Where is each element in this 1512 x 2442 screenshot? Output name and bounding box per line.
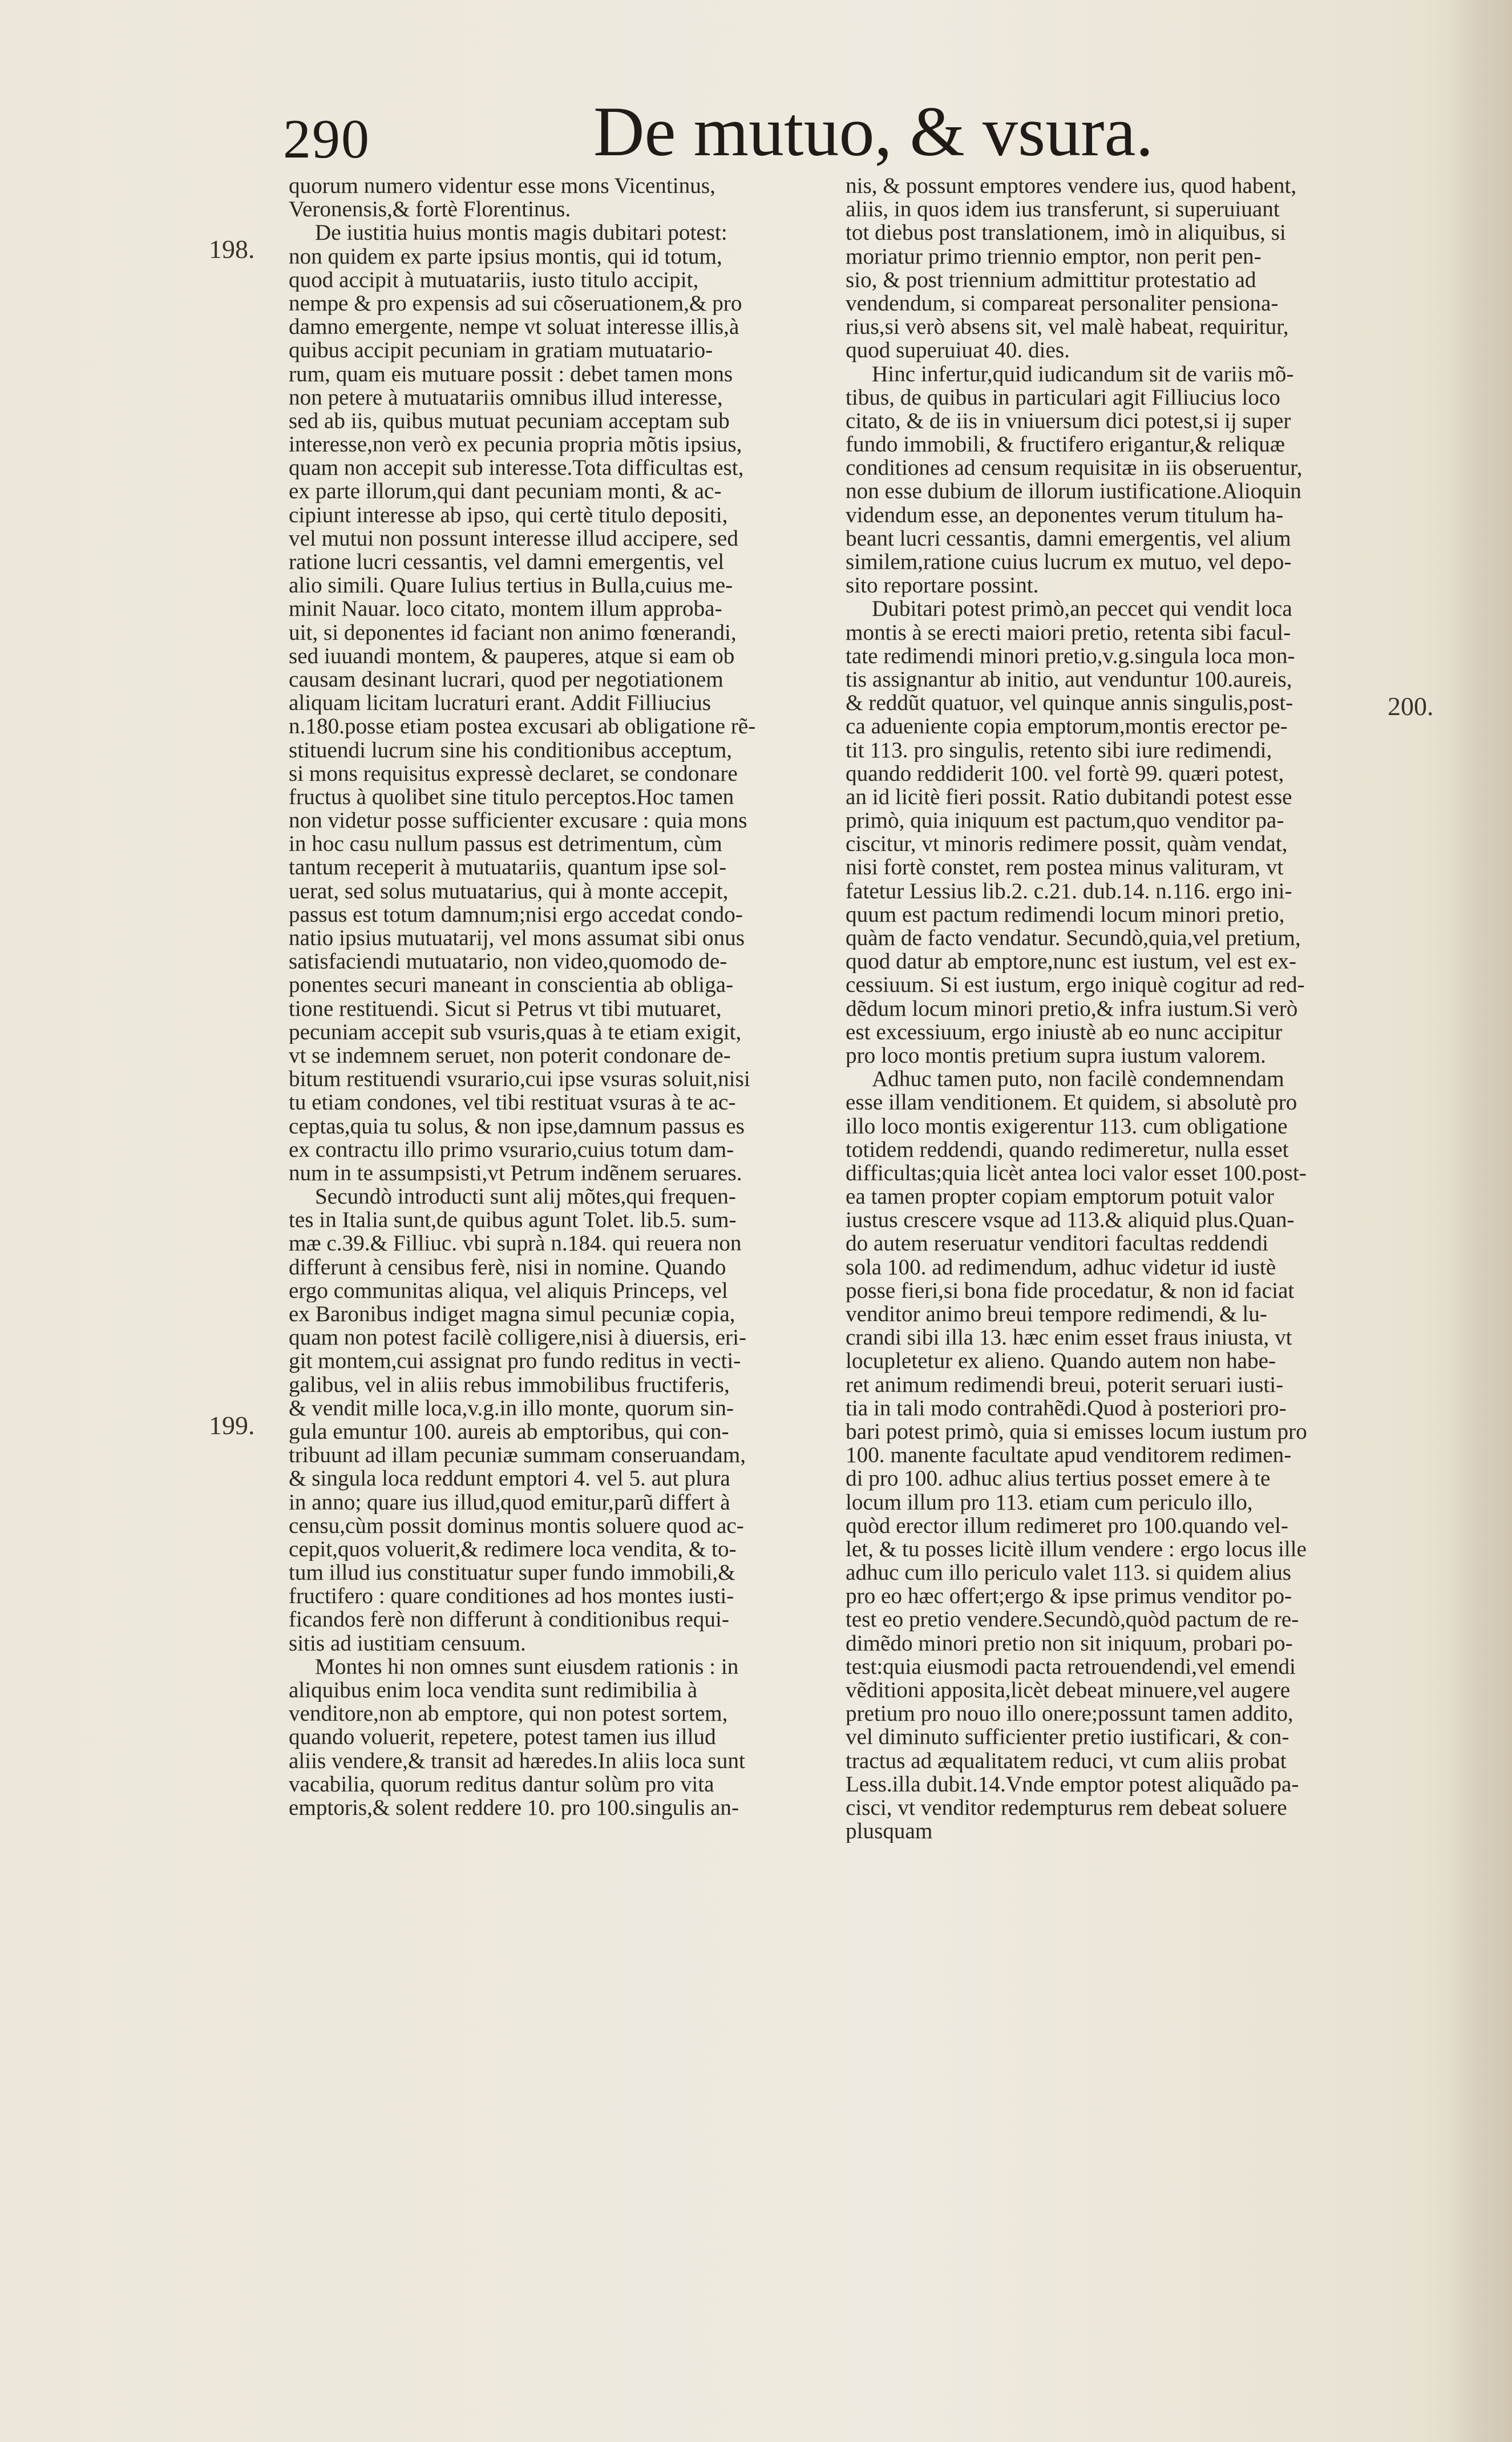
text-line: ex parte illorum,qui dant pecuniam monti, & ac- — [289, 479, 722, 503]
text-line: quibus accipit pecuniam in gratiam mutuatario- — [289, 338, 713, 362]
text-line: primò, quia iniquum est pactum,quo venditor pa- — [846, 809, 1284, 833]
text-line: cisci, vt venditor redempturus rem debeat soluere — [846, 1795, 1287, 1820]
text-line: censu,cùm possit dominus montis soluere quod ac- — [289, 1513, 744, 1537]
text-line: tu etiam condones, vel tibi restituat vsuras à te ac- — [289, 1091, 736, 1115]
text-line: quod datur ab emptore,nunc est iustum, vel est ex- — [846, 950, 1297, 974]
text-line: quorum numero videntur esse mons Vicentinus, — [289, 174, 715, 198]
text-line: test:quia eiusmodi pacta retrouendendi,vel emendi — [846, 1654, 1296, 1678]
text-line: fatetur Lessius lib.2. c.21. dub.14. n.116. ergo ini- — [846, 879, 1292, 903]
text-line: bitum restituendi vsurario,cui ipse vsuras soluit,nisi — [289, 1067, 750, 1091]
text-line: pro loco montis pretium supra iustum valorem. — [846, 1043, 1266, 1068]
text-line: illo loco montis exigerentur 113. cum obligatione — [846, 1114, 1288, 1138]
running-title: De mutuo, & vsura. — [593, 92, 1154, 171]
text-line: Veronensis,& fortè Florentinus. — [289, 197, 571, 221]
text-line: fundo immobili, & fructifero erigantur,& reliquæ — [846, 433, 1285, 457]
text-line: tit 113. pro singulis, retento sibi iure redimendi, — [846, 738, 1272, 762]
text-line: locupletetur ex alieno. Quando autem non habe- — [846, 1349, 1276, 1373]
text-line: ca adueniente copia emptorum,montis erector pe- — [846, 715, 1288, 738]
text-line: totidem reddendi, quando redimeretur, nulla esset — [846, 1137, 1289, 1161]
margin-number-198: 198. — [209, 235, 255, 264]
text-line: citato, & de iis in vniuersum dici potest,si ij super — [846, 409, 1291, 433]
text-line: Less.illa dubit.14.Vnde emptor potest aliquãdo pa- — [846, 1772, 1299, 1796]
text-line: vẽditioni apposita,licèt debeat minuere,vel augere — [846, 1678, 1291, 1702]
text-line: satisfaciendi mutuatario, non video,quomodo de- — [289, 950, 727, 974]
page-number: 290 — [283, 108, 370, 170]
text-line: De iustitia huius montis magis dubitari potest: — [315, 221, 727, 245]
text-line: uerat, sed solus mutuatarius, qui à monte accepit, — [289, 879, 729, 903]
text-line: tes in Italia sunt,de quibus agunt Tolet. lib.5. sum- — [289, 1208, 737, 1232]
text-line: tibus, de quibus in particulari agit Filliucius loco — [846, 385, 1280, 409]
text-line: quando reddiderit 100. vel fortè 99. quæri potest, — [846, 761, 1284, 785]
margin-number-200: 200. — [1388, 692, 1434, 721]
text-line: tot diebus post translationem, imò in aliquibus, si — [846, 221, 1286, 245]
text-line: quod accipit à mutuatariis, iusto titulo accipit, — [289, 268, 699, 292]
text-line: montis à se erecti maiori pretio, retenta sibi facul- — [846, 620, 1291, 644]
text-line: & vendit mille loca,v.g.in illo monte, quorum sin- — [289, 1396, 734, 1420]
text-line: gula emuntur 100. aureis ab emptoribus, qui con- — [289, 1419, 729, 1444]
text-line: mæ c.39.& Filliuc. vbi suprà n.184. qui reuera non — [289, 1232, 742, 1256]
text-line: ponentes securi maneant in conscientia ab obliga- — [289, 973, 734, 997]
text-line: sito reportare possint. — [846, 574, 1039, 598]
text-line: vel diminuto sufficienter pretio iustificari, & con- — [846, 1725, 1289, 1749]
text-line: vendendum, si compareat personaliter pensiona- — [846, 291, 1279, 316]
text-line: nisi fortè constet, rem postea minus valituram, vt — [846, 855, 1284, 879]
text-line: ceptas,quia tu solus, & non ipse,damnum passus es — [289, 1114, 745, 1138]
text-line: moriatur primo triennio emptor, non perit pen- — [846, 244, 1262, 268]
text-line: ergo communitas aliqua, vel aliquis Princeps, vel — [289, 1278, 728, 1302]
text-line: ea tamen propter copiam emptorum potuit valor — [846, 1185, 1274, 1209]
text-line: Dubitari potest primò,an peccet qui vendit loca — [872, 597, 1292, 621]
text-line: ex contractu illo primo vsurario,cuius totum dam- — [289, 1137, 734, 1161]
text-line: cipiunt interesse ab ipso, qui certè titulo depositi, — [289, 503, 728, 527]
text-line: fructus à quolibet sine titulo perceptos.Hoc tamen — [289, 785, 734, 809]
text-line: esse illam venditionem. Et quidem, si absolutè pro — [846, 1091, 1297, 1115]
text-line: non esse dubium de illorum iustificatione.Alioquin — [846, 479, 1301, 503]
text-line: passus est totum damnum;nisi ergo accedat condo- — [289, 902, 743, 926]
text-line: emptoris,& solent reddere 10. pro 100.singulis an- — [289, 1795, 739, 1820]
text-line: aliquibus enim loca vendita sunt redimibilia à — [289, 1678, 698, 1702]
text-line: Montes hi non omnes sunt eiusdem rationis : in — [315, 1654, 739, 1678]
text-line: & reddũt quatuor, vel quinque annis singulis,post- — [846, 691, 1293, 715]
text-line: difficultas;quia licèt antea loci valor esset 100.post- — [846, 1161, 1307, 1185]
text-line: alio simili. Quare Iulius tertius in Bulla,cuius me- — [289, 574, 733, 598]
text-line: bari potest primò, quia si emisses locum iustum pro — [846, 1419, 1307, 1444]
text-line: ciscitur, vt minoris redimere possit, quàm vendat, — [846, 832, 1288, 856]
text-line: pretium pro nouo illo onere;possunt tamen addito, — [846, 1702, 1293, 1726]
text-line: natio ipsius mutuatarij, vel mons assumat sibi onus — [289, 926, 745, 950]
text-line: dẽdum locum minori pretio,& infra iustum.Si verò — [846, 996, 1298, 1020]
text-line: ficandos ferè non differunt à conditionibus requi- — [289, 1608, 729, 1632]
text-line: vacabilia, quorum reditus dantur solùm pro vita — [289, 1772, 714, 1796]
text-line: pecuniam accepit sub vsuris,quas à te etiam exigit, — [289, 1020, 742, 1044]
text-line: plusquam — [846, 1819, 933, 1843]
text-line: aliquam licitam lucraturi erant. Addit Filliucius — [289, 691, 711, 715]
text-line: sio, & post triennium admittitur protestatio ad — [846, 268, 1256, 292]
text-line: & singula loca reddunt emptori 4. vel 5. aut plura — [289, 1467, 730, 1491]
text-line: quòd erector illum redimeret pro 100.quando vel- — [846, 1513, 1288, 1537]
text-line: Hinc infertur,quid iudicandum sit de variis mõ- — [872, 362, 1294, 386]
text-line: fructifero : quare conditiones ad hos montes iusti- — [289, 1584, 734, 1608]
text-line: ratione lucri cessantis, vel damni emergentis, vel — [289, 550, 725, 574]
text-line: ex Baronibus indiget magna simul pecuniæ copia, — [289, 1302, 735, 1326]
text-line: aliis vendere,& transit ad hæredes.In aliis loca sunt — [289, 1749, 745, 1773]
text-line: quam non accepit sub interesse.Tota difficultas est, — [289, 456, 744, 480]
text-line: similem,ratione cuius lucrum ex mutuo, vel depo- — [846, 550, 1292, 574]
text-line: beant lucri cessantis, damni emergentis, vel alium — [846, 526, 1291, 550]
text-line: di pro 100. adhuc alius tertius posset emere à te — [846, 1467, 1271, 1491]
text-line: cessiuum. Si est iustum, ergo iniquè cogitur ad red- — [846, 973, 1305, 997]
text-line: an id licitè fieri possit. Ratio dubitandi potest esse — [846, 785, 1292, 809]
text-line: damno emergente, nempe vt soluat interesse illis,à — [289, 315, 739, 339]
text-line: iustus crescere vsque ad 113.& aliquid plus.Quan- — [846, 1208, 1295, 1232]
text-line: conditiones ad censum requisitæ in iis obseruentur, — [846, 456, 1303, 480]
text-line: interesse,non verò ex pecunia propria mõtis ipsius, — [289, 433, 742, 457]
text-line: videndum esse, an deponentes verum titulum ha- — [846, 503, 1284, 527]
text-line: rius,si verò absens sit, vel malè habeat, requiritur, — [846, 315, 1289, 339]
text-line: tractus ad æqualitatem reduci, vt cum aliis probat — [846, 1749, 1287, 1773]
text-line: sed ab iis, quibus mutuat pecuniam acceptam sub — [289, 409, 730, 433]
text-line: non quidem ex parte ipsius montis, qui id totum, — [289, 244, 722, 268]
text-line: stituendi lucrum sine his conditionibus acceptum, — [289, 738, 733, 762]
text-line: Secundò introducti sunt alij mõtes,qui frequen- — [315, 1185, 736, 1209]
text-line: n.180.posse etiam postea excusari ab obligatione rẽ- — [289, 715, 756, 738]
margin-number-199: 199. — [209, 1411, 255, 1440]
text-line: rum, quam eis mutuare possit : debet tamen mons — [289, 362, 733, 386]
left-text-column — [289, 174, 811, 1819]
text-line: num in te assumpsisti,vt Petrum indẽnem seruares. — [289, 1161, 742, 1185]
text-line: est excessiuum, ergo iniustè ab eo nunc accipitur — [846, 1020, 1283, 1044]
text-line: venditore,non ab emptore, qui non potest sortem, — [289, 1702, 728, 1726]
text-line: posse fieri,si bona fide procedatur, & non id faciat — [846, 1278, 1295, 1302]
text-line: test eo pretio vendere.Secundò,quòd pactum de re- — [846, 1608, 1299, 1632]
text-line: vt se indemnem seruet, non poterit condonare de- — [289, 1043, 731, 1068]
text-line: quum est pactum redimendi locum minori pretio, — [846, 902, 1285, 926]
text-line: tis assignantur ab initio, aut venduntur 100.aureis, — [846, 667, 1292, 692]
text-line: git montem,cui assignat pro fundo reditus in vecti- — [289, 1349, 741, 1373]
text-line: aliis, in quos idem ius transferunt, si superuiuant — [846, 197, 1280, 221]
text-line: tantum receperit à mutuatariis, quantum ipse sol- — [289, 855, 727, 879]
text-line: do autem reseruatur venditori facultas reddendi — [846, 1232, 1269, 1256]
text-line: tate redimendi minori pretio,v.g.singula loca mon- — [846, 644, 1295, 668]
text-line: quod superuiuat 40. dies. — [846, 338, 1070, 362]
text-line: sitis ad iustitiam censuum. — [289, 1631, 526, 1655]
text-line: sed iuuandi montem, & pauperes, atque si eam ob — [289, 644, 735, 668]
text-line: pro eo hæc offert;ergo & ipse primus venditor po- — [846, 1584, 1292, 1608]
text-line: ret animum redimendi breui, poterit seruari iusti- — [846, 1373, 1284, 1396]
text-line: galibus, vel in aliis rebus immobilibus fructiferis, — [289, 1373, 730, 1396]
text-line: tum illud ius constituatur super fundo immobili,& — [289, 1561, 735, 1585]
text-line: non videtur posse sufficienter excusare : quia mons — [289, 809, 747, 833]
text-line: 100. manente facultate apud venditorem redimen- — [846, 1443, 1292, 1467]
text-line: tribuunt ad illam pecuniæ summam conseruandam, — [289, 1443, 746, 1467]
page-edge-shadow — [1449, 0, 1512, 2442]
text-line: differunt à censibus ferè, nisi in nomine. Quando — [289, 1255, 726, 1279]
text-line: minit Nauar. loco citato, montem illum approba- — [289, 597, 722, 621]
text-line: nis, & possunt emptores vendere ius, quod habent, — [846, 174, 1297, 198]
text-line: crandi sibi illa 13. hæc enim esset fraus iniusta, vt — [846, 1326, 1292, 1350]
text-line: quam non potest facilè colligere,nisi à diuersis, eri- — [289, 1326, 747, 1350]
text-line: causam desinant lucrari, quod per negotiationem — [289, 667, 723, 692]
right-text-column — [846, 174, 1368, 1843]
text-line: vel mutui non possunt interesse illud accipere, sed — [289, 526, 738, 550]
text-line: venditor animo breui tempore redimendi, & lu- — [846, 1302, 1267, 1326]
text-line: Adhuc tamen puto, non facilè condemnendam — [872, 1067, 1284, 1091]
text-line: locum illum pro 113. etiam cum periculo illo, — [846, 1490, 1253, 1514]
text-line: tione restituendi. Sicut si Petrus vt tibi mutuaret, — [289, 996, 722, 1020]
text-line: dimẽdo minori pretio non sit iniquum, probari po- — [846, 1631, 1293, 1655]
text-line: si mons requisitus expressè declaret, se condonare — [289, 761, 738, 785]
text-line: non petere à mutuatariis omnibus illud interesse, — [289, 385, 723, 409]
text-line: cepit,quos voluerit,& redimere loca vendita, & to- — [289, 1537, 737, 1561]
text-line: quando voluerit, repetere, potest tamen ius illud — [289, 1725, 716, 1749]
text-line: let, & tu posses licitè illum vendere : ergo locus ille — [846, 1537, 1307, 1561]
text-line: in hoc casu nullum passus est detrimentum, cùm — [289, 832, 722, 856]
text-line: sola 100. ad redimendum, adhuc videtur id iustè — [846, 1255, 1276, 1279]
text-line: tia in tali modo contrahẽdi.Quod à posteriori pro- — [846, 1396, 1287, 1420]
text-line: nempe & pro expensis ad sui cõseruationem,& pro — [289, 291, 742, 316]
text-line: adhuc cum illo periculo valet 113. si quidem alius — [846, 1561, 1292, 1585]
text-line: uit, si deponentes id faciant non animo fœnerandi, — [289, 620, 737, 644]
text-line: quàm de facto vendatur. Secundò,quia,vel pretium, — [846, 926, 1301, 950]
text-line: in anno; quare ius illud,quod emitur,parũ differt à — [289, 1490, 730, 1514]
